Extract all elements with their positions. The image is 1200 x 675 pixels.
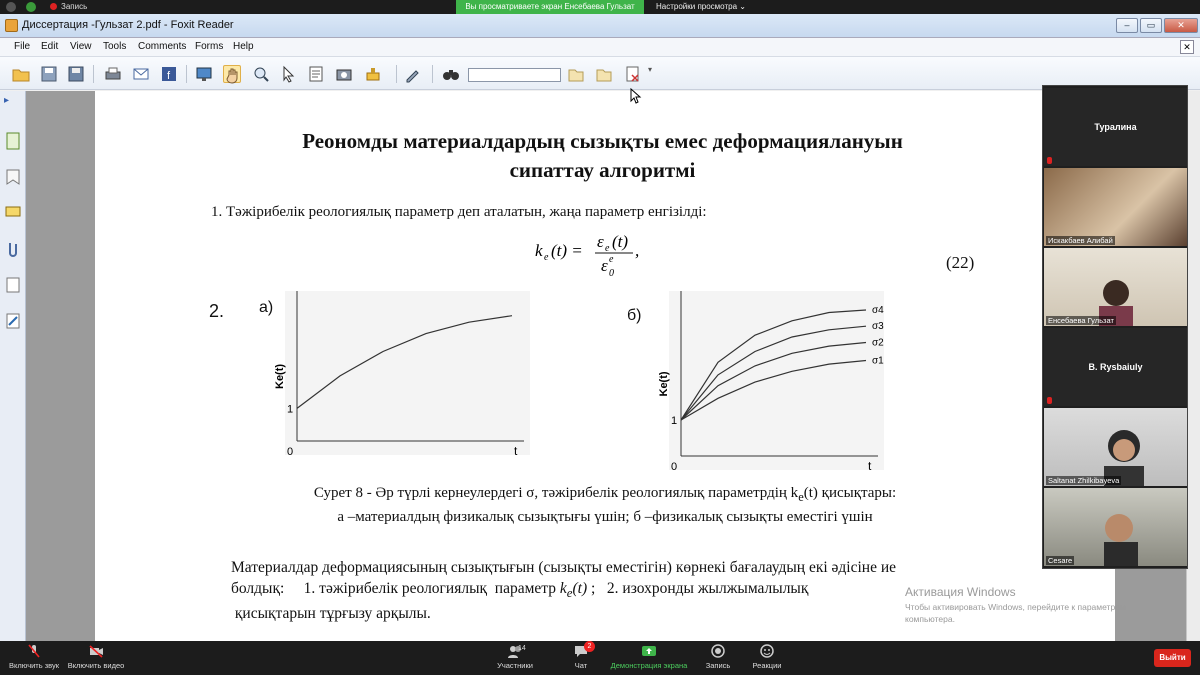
pane-expand-arrow-icon[interactable]: ▸ <box>4 95 10 106</box>
caption-line-1-end: (t) қисықтары: <box>803 485 897 501</box>
menu-tools[interactable]: Tools <box>103 41 127 52</box>
video-off-icon <box>88 643 104 659</box>
start-video-label: Включить видео <box>67 661 125 670</box>
menu-bar <box>0 38 1200 57</box>
print-icon[interactable] <box>104 65 122 83</box>
chart-background <box>669 291 884 470</box>
para-k: k <box>559 580 567 597</box>
leave-meeting-button[interactable]: Выйти <box>1154 649 1191 667</box>
para-k-arg: (t) <box>572 580 588 597</box>
caption-line-1 <box>95 483 1115 507</box>
participant-avatar-video <box>1044 488 1187 566</box>
chart-b <box>651 291 911 471</box>
share-screen-button[interactable] <box>608 643 690 670</box>
para-line-2-start: болдық: 1. тәжірибелік реологиялық параметр <box>231 580 560 597</box>
x-axis-label: t <box>868 459 872 471</box>
close-button[interactable]: ✕ <box>1164 18 1198 33</box>
menu-forms[interactable]: Forms <box>195 41 224 52</box>
para-k-sub: e <box>566 585 573 601</box>
title-line-2: сипаттау алгоритмі <box>509 158 696 182</box>
participant-tile[interactable] <box>1044 248 1187 326</box>
start-video-button[interactable] <box>66 643 126 670</box>
muted-mic-icon <box>1047 157 1052 164</box>
participant-tile[interactable] <box>1044 168 1187 246</box>
save-as-icon[interactable] <box>67 65 85 83</box>
find-previous-icon[interactable] <box>567 65 585 83</box>
pdf-page <box>95 91 1115 641</box>
select-arrow-icon[interactable] <box>280 65 298 83</box>
zoom-tool-icon[interactable] <box>252 65 270 83</box>
participant-video-panel[interactable] <box>1042 85 1188 569</box>
hand-tool-icon[interactable] <box>223 65 241 83</box>
participant-avatar-video <box>1044 408 1187 486</box>
formula-denominator: ε <box>601 256 608 275</box>
participant-tile[interactable] <box>1044 408 1187 486</box>
signatures-icon[interactable] <box>4 311 22 331</box>
recording-label: Запись <box>61 2 88 11</box>
figure-caption <box>95 483 1115 527</box>
participant-name: Искакбаев Алибай <box>1048 236 1113 245</box>
record-dot-icon <box>50 3 57 10</box>
snapshot-icon[interactable] <box>335 65 353 83</box>
formula-22 <box>535 229 645 284</box>
pages-icon[interactable] <box>4 131 22 151</box>
muted-mic-icon <box>26 643 42 659</box>
bookmarks-icon[interactable] <box>4 167 22 187</box>
monitor-icon[interactable] <box>195 65 213 83</box>
toolbar-separator <box>186 65 187 83</box>
chart-a <box>267 291 547 471</box>
find-input[interactable] <box>468 68 561 82</box>
series-label: σ1 <box>872 355 884 367</box>
recording-indicator[interactable] <box>50 2 87 11</box>
caption-line-2: а –материалдың физикалық сызықтығы үшін; б –физикалық сызықты еместігі үшін <box>337 509 873 525</box>
svg-text:f: f <box>167 70 171 82</box>
foxit-app-icon <box>5 19 18 32</box>
formula-numerator-arg: (t) <box>612 232 629 251</box>
shield-icon[interactable] <box>26 2 36 12</box>
formula-numerator-sub: e <box>605 243 610 254</box>
participant-name: Cesare <box>1048 556 1073 565</box>
reactions-icon <box>759 643 775 659</box>
tick-label: 1 <box>287 403 294 416</box>
series-label: σ4 <box>872 305 884 317</box>
email-icon[interactable] <box>132 65 150 83</box>
toolbar-separator <box>396 65 397 83</box>
chat-badge: 2 <box>584 641 595 652</box>
para-line-2-end: ; 2. изохронды жылжымалылық <box>587 580 809 597</box>
reactions-button[interactable] <box>750 643 784 670</box>
para-line-2 <box>231 578 991 603</box>
maximize-button[interactable]: ▭ <box>1140 18 1162 33</box>
chat-button[interactable] <box>566 643 596 670</box>
formula-denominator-sub: 0 <box>609 268 614 279</box>
zoom-control-bar <box>0 641 1200 675</box>
chart-b-label: б) <box>627 307 642 324</box>
watermark-title: Активация Windows <box>905 585 1016 599</box>
participants-button[interactable] <box>494 643 536 670</box>
vertical-scrollbar[interactable] <box>1186 91 1200 641</box>
formula-numerator: ε <box>597 232 604 251</box>
typewriter-icon[interactable] <box>404 65 422 83</box>
stamp-icon[interactable] <box>364 65 382 83</box>
title-line-1: Реономды материалдардың сызықты емес деформациялануын <box>302 129 903 153</box>
item-1-text: 1. Тәжірибелік реологиялық параметр деп аталатын, жаңа параметр енгізілді: <box>211 204 707 220</box>
binoculars-icon[interactable] <box>442 65 460 83</box>
chat-label: Чат <box>574 661 588 670</box>
text-select-icon[interactable] <box>307 65 325 83</box>
chart-background <box>285 291 530 455</box>
document-close-icon[interactable]: ✕ <box>1180 40 1194 54</box>
zoom-top-bar <box>0 0 1200 14</box>
formula-lhs-sub: e <box>544 252 549 263</box>
caption-line-1-text: Сурет 8 - Әр түрлі кернеулердегі σ, тәжірибелік реологиялық параметрдің k <box>313 485 799 501</box>
share-screen-label: Демонстрация экрана <box>610 661 688 670</box>
dropdown-arrow-icon[interactable]: ▾ <box>648 65 653 74</box>
participant-name: B. Rysbaiuly <box>1088 362 1143 372</box>
info-icon[interactable] <box>6 2 16 12</box>
series-label: σ3 <box>872 321 884 333</box>
record-button[interactable] <box>702 643 734 670</box>
watermark-subtitle: Чтобы активировать Windows, перейдите к параметрам компьютера. <box>905 602 1126 624</box>
menu-edit[interactable]: Edit <box>41 41 59 52</box>
formula-comma: , <box>635 241 640 260</box>
equation-number: (22) <box>946 253 975 272</box>
find-next-icon[interactable] <box>595 65 613 83</box>
formula-svg <box>535 229 645 279</box>
chart-a-label: а) <box>259 299 274 316</box>
tick-label: 0 <box>671 461 678 471</box>
item-2-number: 2. <box>209 301 225 321</box>
participant-tile[interactable] <box>1044 488 1187 566</box>
share-screen-icon <box>641 643 657 659</box>
participant-name: Saltanat Zhilkibayeva <box>1048 476 1120 485</box>
menu-comments[interactable]: Comments <box>138 41 187 52</box>
x-axis-label: t <box>514 444 518 458</box>
series-label: σ2 <box>872 337 884 349</box>
formula-denominator-sup: e <box>609 254 614 265</box>
save-icon[interactable] <box>40 65 58 83</box>
toolbar <box>0 57 1200 90</box>
menu-view[interactable]: View <box>70 41 92 52</box>
record-icon <box>710 643 726 659</box>
document-title <box>95 127 1110 185</box>
caption-subscript: e <box>798 490 804 504</box>
participants-count: 14 <box>518 645 526 652</box>
mouse-cursor-icon <box>630 88 642 104</box>
participant-name: Туралина <box>1094 122 1137 132</box>
toolbar-separator <box>432 65 433 83</box>
formula-lhs: k <box>535 241 543 260</box>
toolbar-separator <box>93 65 94 83</box>
comments-icon[interactable] <box>4 203 22 223</box>
tick-label: 1 <box>671 414 678 427</box>
navigation-pane <box>0 91 26 641</box>
body-paragraph <box>231 557 991 624</box>
reactions-label: Реакции <box>752 661 782 670</box>
menu-file[interactable]: File <box>14 41 31 52</box>
attachments-icon[interactable] <box>4 239 22 259</box>
participant-avatar-video <box>1044 248 1187 326</box>
para-line-3: қисықтарын тұрғызу арқылы. <box>231 605 431 623</box>
layers-icon[interactable] <box>4 275 22 295</box>
share-notice: Вы просматриваете экран Енсебаева Гульзат <box>456 0 644 14</box>
windows-activation-watermark <box>905 585 1135 625</box>
tick-label: 0 <box>287 446 294 458</box>
y-axis-label: Ke(t) <box>658 371 670 397</box>
window-title: Диссертация -Гульзат 2.pdf - Foxit Reader <box>22 19 234 31</box>
muted-mic-icon <box>1047 397 1052 404</box>
document-settings-icon[interactable] <box>624 65 642 83</box>
participant-tile[interactable] <box>1044 88 1187 166</box>
record-label: Запись <box>705 661 731 670</box>
unmute-label: Включить звук <box>8 661 60 670</box>
y-axis-label: Ke(t) <box>274 363 286 389</box>
minimize-button[interactable]: – <box>1116 18 1138 33</box>
menu-help[interactable]: Help <box>233 41 254 52</box>
open-folder-icon[interactable] <box>12 65 30 83</box>
para-line-1: Материалдар деформациясының сызықтығын (сызықты еместігін) көрнекі бағалаудың екі әдісіне ие <box>231 559 897 576</box>
participants-label: Участники <box>497 661 533 670</box>
title-bar <box>0 14 1200 38</box>
unmute-button[interactable] <box>6 643 62 670</box>
formula-lhs-arg: (t) = <box>551 241 583 260</box>
participant-name: Енсебаева Гульзат <box>1048 316 1114 325</box>
facebook-icon[interactable] <box>160 65 178 83</box>
participant-tile[interactable] <box>1044 328 1187 406</box>
view-options-button[interactable]: Настройки просмотра ⌄ <box>656 2 746 11</box>
